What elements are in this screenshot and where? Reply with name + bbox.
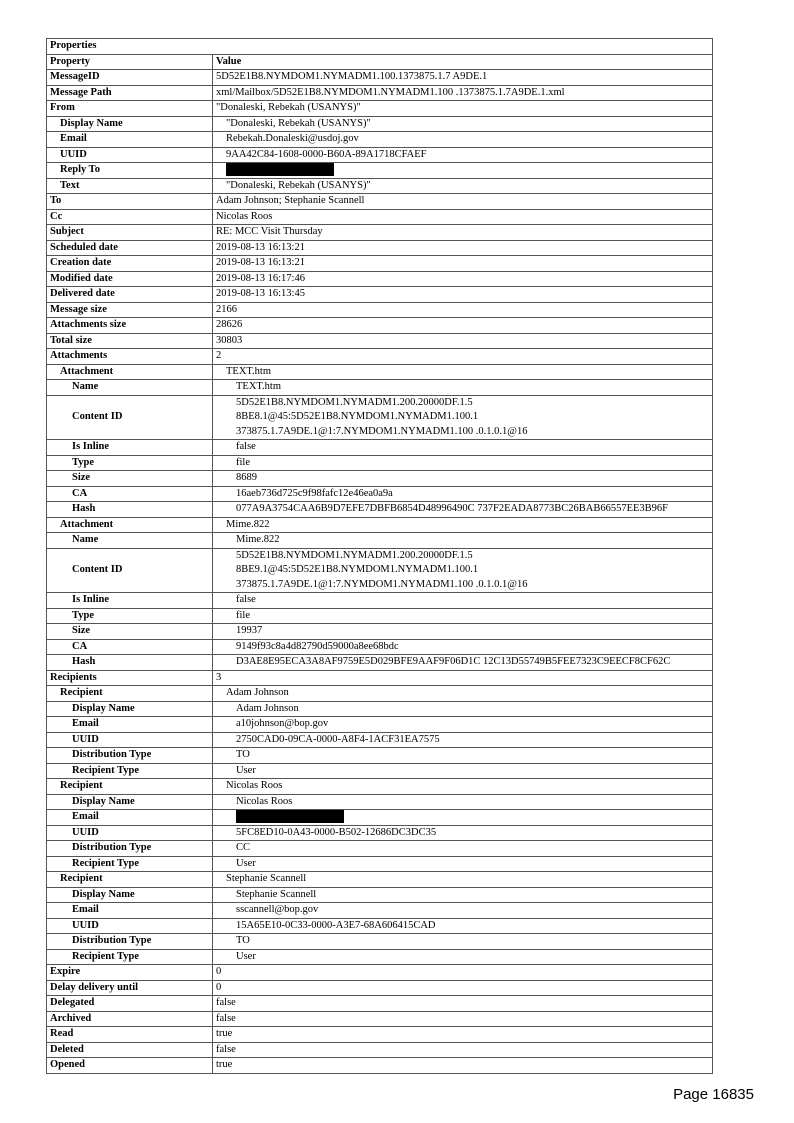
property-name: Message size bbox=[47, 302, 213, 318]
property-name: Hash bbox=[47, 502, 213, 518]
property-name: Opened bbox=[47, 1058, 213, 1074]
property-value: Mime.822 bbox=[213, 533, 713, 549]
property-name: Email bbox=[47, 132, 213, 148]
property-name: Attachments bbox=[47, 349, 213, 365]
table-row bbox=[47, 624, 713, 640]
property-value: false bbox=[213, 593, 713, 609]
property-value: User bbox=[213, 949, 713, 965]
table-row bbox=[47, 101, 713, 117]
table-row bbox=[47, 608, 713, 624]
table-row bbox=[47, 533, 713, 549]
property-value: Nicolas Roos bbox=[213, 209, 713, 225]
property-value: true bbox=[213, 1027, 713, 1043]
table-row bbox=[47, 949, 713, 965]
table-row bbox=[47, 934, 713, 950]
header-value: Value bbox=[213, 54, 713, 70]
table-row bbox=[47, 841, 713, 857]
property-name: Read bbox=[47, 1027, 213, 1043]
property-name: Modified date bbox=[47, 271, 213, 287]
table-row bbox=[47, 132, 713, 148]
property-value: "Donaleski, Rebekah (USANYS)" bbox=[213, 116, 713, 132]
property-name: UUID bbox=[47, 918, 213, 934]
table-row bbox=[47, 548, 713, 593]
table-row bbox=[47, 856, 713, 872]
property-name: Attachment bbox=[47, 517, 213, 533]
table-row bbox=[47, 471, 713, 487]
table-row bbox=[47, 763, 713, 779]
property-name: Subject bbox=[47, 225, 213, 241]
property-name: Recipient bbox=[47, 686, 213, 702]
property-name: Delivered date bbox=[47, 287, 213, 303]
property-value: Rebekah.Donaleski@usdoj.gov bbox=[213, 132, 713, 148]
property-name: UUID bbox=[47, 732, 213, 748]
property-name: Size bbox=[47, 624, 213, 640]
table-row bbox=[47, 872, 713, 888]
property-name: Text bbox=[47, 178, 213, 194]
table-row bbox=[47, 502, 713, 518]
table-row bbox=[47, 887, 713, 903]
property-value: TEXT.htm bbox=[213, 364, 713, 380]
property-name: Recipient Type bbox=[47, 949, 213, 965]
table-caption-row bbox=[47, 39, 713, 55]
property-value: Mime.822 bbox=[213, 517, 713, 533]
property-name: MessageID bbox=[47, 70, 213, 86]
table-row bbox=[47, 147, 713, 163]
table-row bbox=[47, 364, 713, 380]
redaction-block bbox=[226, 163, 334, 176]
property-name: Cc bbox=[47, 209, 213, 225]
property-value: 2166 bbox=[213, 302, 713, 318]
table-row bbox=[47, 440, 713, 456]
property-name: Name bbox=[47, 380, 213, 396]
redacted-value bbox=[213, 810, 713, 826]
property-value: 15A65E10-0C33-0000-A3E7-68A606415CAD bbox=[213, 918, 713, 934]
table-row bbox=[47, 116, 713, 132]
property-name: Recipient Type bbox=[47, 763, 213, 779]
property-value: Adam Johnson; Stephanie Scannell bbox=[213, 194, 713, 210]
property-value: 2019-08-13 16:13:21 bbox=[213, 240, 713, 256]
property-name: Reply To bbox=[47, 163, 213, 179]
property-value: 5FC8ED10-0A43-0000-B502-12686DC3DC35 bbox=[213, 825, 713, 841]
property-value: sscannell@bop.gov bbox=[213, 903, 713, 919]
property-value: 9AA42C84-1608-0000-B60A-89A1718CFAEF bbox=[213, 147, 713, 163]
property-value: TEXT.htm bbox=[213, 380, 713, 396]
table-row bbox=[47, 333, 713, 349]
property-value: 2019-08-13 16:17:46 bbox=[213, 271, 713, 287]
table-row bbox=[47, 271, 713, 287]
property-name: Name bbox=[47, 533, 213, 549]
property-name: Attachments size bbox=[47, 318, 213, 334]
property-value: 5D52E1B8.NYMDOM1.NYMADM1.100.1373875.1.7 A9DE.1 bbox=[213, 70, 713, 86]
property-value: 2019-08-13 16:13:45 bbox=[213, 287, 713, 303]
property-name: Delay delivery until bbox=[47, 980, 213, 996]
property-name: UUID bbox=[47, 825, 213, 841]
table-row bbox=[47, 779, 713, 795]
table-row bbox=[47, 256, 713, 272]
redacted-value bbox=[213, 163, 713, 179]
property-value: 077A9A3754CAA6B9D7EFE7DBFB6854D48996490C 737F2EADA8773BC26BAB66557EE3B96F bbox=[213, 502, 713, 518]
property-value: D3AE8E95ECA3A8AF9759E5D029BFE9AAF9F06D1C 12C13D55749B5FEE7323C9EECF8CF62C bbox=[213, 655, 713, 671]
table-row bbox=[47, 178, 713, 194]
property-name: Email bbox=[47, 810, 213, 826]
property-name: Email bbox=[47, 717, 213, 733]
property-name: Recipient bbox=[47, 872, 213, 888]
property-value: TO bbox=[213, 934, 713, 950]
table-caption: Properties bbox=[47, 39, 713, 55]
property-name: Content ID bbox=[47, 548, 213, 593]
property-value: false bbox=[213, 440, 713, 456]
table-row bbox=[47, 318, 713, 334]
table-row bbox=[47, 380, 713, 396]
property-value: 5D52E1B8.NYMDOM1.NYMADM1.200.20000DF.1.5 8BE8.1@45:5D52E1B8.NYMDOM1.NYMADM1.100.1 373875.1.7A9DE.1@1:7.NYMDOM1.NYMADM1.100 .0.1.0.1@16 bbox=[213, 395, 713, 440]
table-row bbox=[47, 1027, 713, 1043]
property-name: Message Path bbox=[47, 85, 213, 101]
table-header-row bbox=[47, 54, 713, 70]
table-row bbox=[47, 686, 713, 702]
property-name: Type bbox=[47, 455, 213, 471]
property-name: Size bbox=[47, 471, 213, 487]
header-property: Property bbox=[47, 54, 213, 70]
property-name: Email bbox=[47, 903, 213, 919]
property-value: Adam Johnson bbox=[213, 686, 713, 702]
property-value: file bbox=[213, 455, 713, 471]
property-name: Delegated bbox=[47, 996, 213, 1012]
property-name: Type bbox=[47, 608, 213, 624]
property-value: false bbox=[213, 1011, 713, 1027]
property-value: Nicolas Roos bbox=[213, 794, 713, 810]
table-row bbox=[47, 980, 713, 996]
property-value: Stephanie Scannell bbox=[213, 872, 713, 888]
property-value: 3 bbox=[213, 670, 713, 686]
property-name: To bbox=[47, 194, 213, 210]
properties-table bbox=[46, 38, 713, 1074]
table-row bbox=[47, 748, 713, 764]
table-row bbox=[47, 517, 713, 533]
property-value: xml/Mailbox/5D52E1B8.NYMDOM1.NYMADM1.100 .1373875.1.7A9DE.1.xml bbox=[213, 85, 713, 101]
property-name: Is Inline bbox=[47, 593, 213, 609]
property-value: RE: MCC Visit Thursday bbox=[213, 225, 713, 241]
property-name: Deleted bbox=[47, 1042, 213, 1058]
property-value: 0 bbox=[213, 980, 713, 996]
property-value: "Donaleski, Rebekah (USANYS)" bbox=[213, 101, 713, 117]
property-value: 30803 bbox=[213, 333, 713, 349]
table-row bbox=[47, 732, 713, 748]
table-row bbox=[47, 1042, 713, 1058]
property-value: a10johnson@bop.gov bbox=[213, 717, 713, 733]
property-name: Recipient Type bbox=[47, 856, 213, 872]
table-row bbox=[47, 1011, 713, 1027]
property-name: Archived bbox=[47, 1011, 213, 1027]
table-row bbox=[47, 194, 713, 210]
redaction-block bbox=[236, 810, 344, 823]
table-row bbox=[47, 240, 713, 256]
property-value: TO bbox=[213, 748, 713, 764]
table-row bbox=[47, 349, 713, 365]
table-row bbox=[47, 85, 713, 101]
property-name: Distribution Type bbox=[47, 841, 213, 857]
property-name: CA bbox=[47, 639, 213, 655]
table-row bbox=[47, 486, 713, 502]
property-value: 9149f93c8a4d82790d59000a8ee68bdc bbox=[213, 639, 713, 655]
property-value: file bbox=[213, 608, 713, 624]
property-name: From bbox=[47, 101, 213, 117]
table-row bbox=[47, 225, 713, 241]
table-row bbox=[47, 701, 713, 717]
table-row bbox=[47, 287, 713, 303]
property-name: Distribution Type bbox=[47, 748, 213, 764]
property-name: Distribution Type bbox=[47, 934, 213, 950]
property-value: Adam Johnson bbox=[213, 701, 713, 717]
property-name: Content ID bbox=[47, 395, 213, 440]
property-value: false bbox=[213, 996, 713, 1012]
table-row bbox=[47, 209, 713, 225]
property-name: Display Name bbox=[47, 794, 213, 810]
table-row bbox=[47, 163, 713, 179]
table-row bbox=[47, 395, 713, 440]
properties-table-body bbox=[47, 39, 713, 1074]
property-value: 2019-08-13 16:13:21 bbox=[213, 256, 713, 272]
property-value: 2750CAD0-09CA-0000-A8F4-1ACF31EA7575 bbox=[213, 732, 713, 748]
table-row bbox=[47, 302, 713, 318]
property-value: User bbox=[213, 856, 713, 872]
property-name: Attachment bbox=[47, 364, 213, 380]
property-value: 5D52E1B8.NYMDOM1.NYMADM1.200.20000DF.1.5 8BE9.1@45:5D52E1B8.NYMDOM1.NYMADM1.100.1 373875.1.7A9DE.1@1:7.NYMDOM1.NYMADM1.100 .0.1.0.1@16 bbox=[213, 548, 713, 593]
property-value: 8689 bbox=[213, 471, 713, 487]
table-row bbox=[47, 655, 713, 671]
table-row bbox=[47, 670, 713, 686]
property-value: 28626 bbox=[213, 318, 713, 334]
table-row bbox=[47, 825, 713, 841]
property-name: Total size bbox=[47, 333, 213, 349]
property-name: Scheduled date bbox=[47, 240, 213, 256]
property-name: Recipient bbox=[47, 779, 213, 795]
property-value: 0 bbox=[213, 965, 713, 981]
property-value: Nicolas Roos bbox=[213, 779, 713, 795]
property-value: "Donaleski, Rebekah (USANYS)" bbox=[213, 178, 713, 194]
property-value: 19937 bbox=[213, 624, 713, 640]
property-name: Is Inline bbox=[47, 440, 213, 456]
property-value: User bbox=[213, 763, 713, 779]
property-value: CC bbox=[213, 841, 713, 857]
table-row bbox=[47, 903, 713, 919]
table-row bbox=[47, 965, 713, 981]
table-row bbox=[47, 70, 713, 86]
property-name: Display Name bbox=[47, 116, 213, 132]
property-name: Display Name bbox=[47, 701, 213, 717]
table-row bbox=[47, 1058, 713, 1074]
property-value: 2 bbox=[213, 349, 713, 365]
property-name: UUID bbox=[47, 147, 213, 163]
property-name: Recipients bbox=[47, 670, 213, 686]
table-row bbox=[47, 639, 713, 655]
property-value: true bbox=[213, 1058, 713, 1074]
property-value: 16aeb736d725c9f98fafc12e46ea0a9a bbox=[213, 486, 713, 502]
table-row bbox=[47, 794, 713, 810]
table-row bbox=[47, 996, 713, 1012]
property-value: Stephanie Scannell bbox=[213, 887, 713, 903]
property-name: Display Name bbox=[47, 887, 213, 903]
property-name: CA bbox=[47, 486, 213, 502]
property-name: Expire bbox=[47, 965, 213, 981]
property-name: Hash bbox=[47, 655, 213, 671]
page-number: Page 16835 bbox=[673, 1086, 754, 1103]
property-name: Creation date bbox=[47, 256, 213, 272]
property-value: false bbox=[213, 1042, 713, 1058]
table-row bbox=[47, 455, 713, 471]
table-row bbox=[47, 810, 713, 826]
table-row bbox=[47, 717, 713, 733]
table-row bbox=[47, 593, 713, 609]
table-row bbox=[47, 918, 713, 934]
